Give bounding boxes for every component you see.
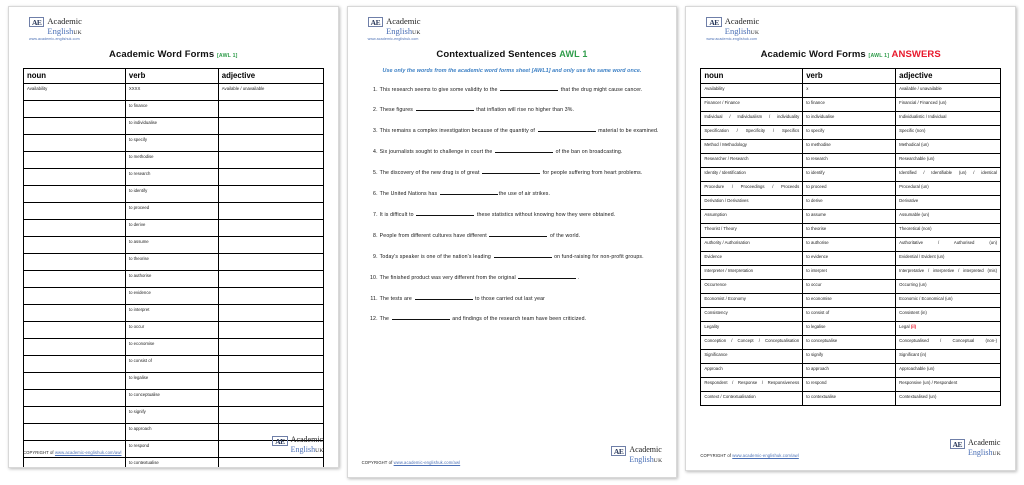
table-cell: Contextualised (un): [896, 391, 1001, 405]
table-cell: to identify: [803, 167, 896, 181]
answer-blank-field[interactable]: [518, 274, 576, 279]
table-cell[interactable]: [218, 202, 323, 219]
brand-academic-text: Academic: [386, 16, 421, 26]
table-cell: Assumption: [701, 209, 803, 223]
table-cell[interactable]: [24, 372, 126, 389]
table-cell: Researcher / Research: [701, 153, 803, 167]
brand-academic-text: Academic: [47, 16, 82, 26]
table-cell[interactable]: to occur: [125, 321, 218, 338]
table-row: [24, 372, 324, 389]
table-cell[interactable]: [24, 457, 126, 468]
table-cell[interactable]: to economise: [125, 338, 218, 355]
table-cell[interactable]: [218, 117, 323, 134]
table-cell[interactable]: to assume: [125, 236, 218, 253]
table-cell[interactable]: [218, 270, 323, 287]
table-cell: Theoretical (non): [896, 223, 1001, 237]
sentence-item: These figures that inflation will rise no higher than 3%.: [379, 107, 575, 114]
table-row: [24, 406, 324, 423]
footer-brand-uk-text: UK: [992, 450, 1002, 457]
sentence-item: This research seems to give some validity to the that the drug might cause cancer.: [379, 86, 643, 93]
table-row: [24, 168, 324, 185]
table-cell[interactable]: to contextualise: [125, 457, 218, 468]
table-row: [24, 287, 324, 304]
table-row: [701, 153, 1001, 167]
sentence-item: People from different cultures have different of the world.: [379, 232, 581, 239]
table-cell[interactable]: [24, 219, 126, 236]
word-forms-table-answers: [700, 68, 1001, 406]
table-row: [701, 209, 1001, 223]
footer-brand-academic-text: Academic: [968, 437, 1001, 447]
table-cell[interactable]: [218, 372, 323, 389]
table-cell: x: [803, 83, 896, 97]
footer-brand-logo: [611, 446, 662, 466]
brand-badge-icon: AE: [368, 17, 383, 27]
brand-uk-text: UK: [73, 29, 82, 36]
table-cell: Procedural (un): [896, 181, 1001, 195]
footer-brand-badge-icon: AE: [611, 446, 626, 456]
table-cell: Identity / Identification: [701, 167, 803, 181]
table-cell: Respondent / Response / Responsiveness: [701, 377, 803, 391]
table-cell: Specific (non): [896, 125, 1001, 139]
table-row: [701, 251, 1001, 265]
table-cell[interactable]: [218, 338, 323, 355]
column-header-adjective: adjective: [896, 68, 1001, 83]
brand-badge-icon: AE: [29, 17, 44, 27]
sentence-item: Today's speaker is one of the nation's leading on fund-raising for non-profit groups.: [379, 253, 644, 260]
table-cell[interactable]: [24, 253, 126, 270]
table-cell[interactable]: [24, 338, 126, 355]
table-cell[interactable]: to theorise: [125, 253, 218, 270]
table-cell[interactable]: to derive: [125, 219, 218, 236]
table-row: [24, 219, 324, 236]
table-cell: Individual / Individualism / individuality: [701, 111, 803, 125]
table-row: [24, 304, 324, 321]
table-row: [24, 83, 324, 100]
table-header-row: [701, 68, 1001, 83]
table-cell[interactable]: to authorise: [125, 270, 218, 287]
table-cell: to conceptualise: [803, 335, 896, 349]
table-cell[interactable]: [218, 219, 323, 236]
page-title-text: Academic Word Forms: [109, 48, 215, 60]
table-cell: Authoritative / Authorised (un): [896, 237, 1001, 251]
table-cell: to consist of: [803, 307, 896, 321]
column-header-noun: noun: [24, 68, 126, 83]
footer-brand-english-text: English: [629, 454, 654, 464]
table-cell: to specify: [803, 125, 896, 139]
word-forms-table-blank: [23, 68, 324, 469]
sentence-item: The discovery of the new drug is of great for people suffering from heart problems.: [379, 170, 643, 177]
brand-academic-text: Academic: [724, 16, 760, 26]
table-cell: Consistent (in): [896, 307, 1001, 321]
answer-blank-field[interactable]: [415, 295, 473, 300]
table-cell: Legal (il): [896, 321, 1001, 335]
copyright-prefix: COPYRIGHT of: [361, 460, 394, 465]
word-forms-body-answers: [701, 83, 1001, 405]
table-cell[interactable]: [218, 151, 323, 168]
footer-brand-english-text: English: [968, 447, 993, 457]
table-cell[interactable]: [24, 270, 126, 287]
copyright-notice: [700, 453, 798, 458]
footer-brand-badge-icon: AE: [950, 439, 965, 449]
page-footer: [362, 446, 663, 466]
table-row: [701, 265, 1001, 279]
table-cell: Context / Contextualisation: [701, 391, 803, 405]
table-cell[interactable]: to evidence: [125, 287, 218, 304]
table-cell: Availability: [701, 83, 803, 97]
brand-url: www.academic-englishuk.com: [706, 36, 758, 41]
table-cell: Occurrence: [701, 279, 803, 293]
page-academic-word-forms-answers: [685, 6, 1016, 471]
table-row: [701, 139, 1001, 153]
page-title: [23, 49, 324, 60]
table-cell: Evidential / Evident (un): [896, 251, 1001, 265]
column-header-verb: verb: [803, 68, 896, 83]
footer-brand-english-text: English: [290, 444, 316, 454]
table-cell: Authority / Authorisation: [701, 237, 803, 251]
table-cell: Interpreter / Interpretation: [701, 265, 803, 279]
table-cell[interactable]: to identify: [125, 185, 218, 202]
table-row: [24, 202, 324, 219]
brand-logo: [706, 17, 759, 41]
brand-english-text: English: [724, 25, 751, 36]
table-cell: Responsive (un) / Respondent: [896, 377, 1001, 391]
table-cell[interactable]: to conceptualise: [125, 389, 218, 406]
page-academic-word-forms-blank: [8, 6, 339, 468]
table-cell: Approach: [701, 363, 803, 377]
table-cell[interactable]: [24, 287, 126, 304]
awl-tag: [AWL 1]: [868, 52, 890, 59]
answer-blank-field[interactable]: [500, 86, 558, 91]
table-cell[interactable]: [24, 117, 126, 134]
table-cell: to economise: [803, 293, 896, 307]
awl-tag: [AWL 1]: [217, 52, 238, 59]
answer-blank-field[interactable]: [440, 190, 498, 195]
table-cell: Interpretative / interpretive / interpreted (mis): [896, 265, 1001, 279]
table-row: [701, 335, 1001, 349]
footer-brand-logo: [950, 439, 1001, 459]
table-cell[interactable]: Available / unavailable: [218, 83, 323, 100]
table-cell: Significant (in): [896, 349, 1001, 363]
table-cell[interactable]: to specify: [125, 134, 218, 151]
table-cell[interactable]: XXXX: [125, 83, 218, 100]
answer-blank-field[interactable]: [495, 148, 553, 153]
table-cell: Occurring (un): [896, 279, 1001, 293]
table-cell[interactable]: [24, 406, 126, 423]
table-cell: Economic / Economical (un): [896, 293, 1001, 307]
sentence-item: The finished product was very different from the original .: [379, 274, 580, 281]
table-cell[interactable]: [218, 457, 323, 468]
table-row: [24, 134, 324, 151]
page-contextualized-sentences: [347, 6, 678, 478]
table-cell[interactable]: [24, 100, 126, 117]
table-cell[interactable]: to methodise: [125, 151, 218, 168]
sentence-item: The and findings of the research team have been criticized.: [379, 316, 587, 323]
table-cell[interactable]: Availability: [24, 83, 126, 100]
table-cell: to proceed: [803, 181, 896, 195]
table-cell: Identified / Identifiable (un) / identical: [896, 167, 1001, 181]
copyright-prefix: COPYRIGHT of: [23, 450, 55, 455]
footer-brand-uk-text: UK: [315, 447, 324, 454]
table-row: [701, 111, 1001, 125]
brand-english-text: English: [47, 25, 74, 36]
table-row: [701, 349, 1001, 363]
table-cell: to derive: [803, 195, 896, 209]
sentence-item: The United Nations has the use of air strikes.: [379, 191, 551, 198]
page-footer: [700, 439, 1001, 459]
table-row: [701, 237, 1001, 251]
table-row: [24, 185, 324, 202]
footer-brand-uk-text: UK: [653, 457, 663, 464]
page-title-text: Contextualized Sentences: [436, 48, 557, 60]
table-cell: to assume: [803, 209, 896, 223]
table-cell[interactable]: to legalise: [125, 372, 218, 389]
column-header-noun: noun: [701, 68, 803, 83]
table-cell: Derivation / Derivatives: [701, 195, 803, 209]
sentence-item: The tests are to those carried out last year: [379, 295, 546, 302]
brand-uk-text: UK: [412, 29, 421, 36]
table-cell: to theorise: [803, 223, 896, 237]
table-cell[interactable]: to proceed: [125, 202, 218, 219]
table-cell: to evidence: [803, 251, 896, 265]
table-row: [701, 293, 1001, 307]
table-cell[interactable]: to interpret: [125, 304, 218, 321]
table-cell: to respond: [803, 377, 896, 391]
table-cell[interactable]: [24, 134, 126, 151]
table-row: [24, 338, 324, 355]
table-cell[interactable]: [218, 406, 323, 423]
footer-brand-badge-icon: AE: [272, 436, 287, 446]
table-cell: to individualise: [803, 111, 896, 125]
table-cell: to contextualise: [803, 391, 896, 405]
table-cell: Individualistic / Individual: [896, 111, 1001, 125]
brand-badge-icon: AE: [706, 17, 721, 27]
table-row: [701, 223, 1001, 237]
table-cell: Available / unavailable: [896, 83, 1001, 97]
answer-blank-field[interactable]: [392, 315, 450, 320]
table-cell[interactable]: to individualise: [125, 117, 218, 134]
footer-brand-academic-text: Academic: [629, 444, 662, 454]
table-cell[interactable]: [218, 134, 323, 151]
table-cell[interactable]: [218, 185, 323, 202]
table-cell[interactable]: [24, 304, 126, 321]
column-header-verb: verb: [125, 68, 218, 83]
table-cell: Specification / Specificity / Specifics: [701, 125, 803, 139]
brand-url: www.academic-englishuk.com: [367, 36, 419, 41]
table-row: [24, 151, 324, 168]
table-cell: to interpret: [803, 265, 896, 279]
table-cell[interactable]: [24, 168, 126, 185]
brand-english-text: English: [386, 25, 413, 36]
table-row: [701, 167, 1001, 181]
table-row: [24, 117, 324, 134]
table-header-row: [24, 68, 324, 83]
answers-label: ANSWERS: [891, 48, 941, 60]
table-cell: Procedure / Proceedings / Proceeds: [701, 181, 803, 195]
table-cell: Derivative: [896, 195, 1001, 209]
table-row: [701, 83, 1001, 97]
table-cell: Significance: [701, 349, 803, 363]
table-row: [701, 377, 1001, 391]
table-row: [24, 355, 324, 372]
copyright-link[interactable]: www.academic-englishuk.com/awl: [54, 450, 122, 455]
copyright-link[interactable]: www.academic-englishuk.com/awl: [732, 453, 799, 458]
table-row: [24, 270, 324, 287]
table-cell: Consistency: [701, 307, 803, 321]
sentence-item: It is difficult to these statistics without knowing how they were obtained.: [379, 211, 616, 218]
footer-brand-logo: [272, 436, 323, 456]
table-cell: to finance: [803, 97, 896, 111]
table-cell[interactable]: to consist of: [125, 355, 218, 372]
brand-url: www.academic-englishuk.com: [29, 36, 80, 41]
table-cell: to methodise: [803, 139, 896, 153]
table-cell[interactable]: [218, 321, 323, 338]
table-cell[interactable]: [24, 185, 126, 202]
column-header-adjective: adjective: [218, 68, 323, 83]
answer-blank-field[interactable]: [538, 127, 596, 132]
table-cell: to occur: [803, 279, 896, 293]
copyright-notice: [362, 460, 460, 465]
table-cell: Evidence: [701, 251, 803, 265]
copyright-link[interactable]: www.academic-englishuk.com/awl: [393, 460, 461, 465]
table-cell[interactable]: to respond: [125, 440, 218, 457]
brand-logo: [368, 17, 421, 41]
table-cell[interactable]: [218, 168, 323, 185]
table-cell: Economist / Economy: [701, 293, 803, 307]
table-cell[interactable]: [24, 389, 126, 406]
table-cell: Legality: [701, 321, 803, 335]
sentence-item: This remains a complex investigation because of the quantity of material to be examined.: [379, 128, 659, 135]
table-cell: Financer / Finance: [701, 97, 803, 111]
footer-brand-academic-text: Academic: [290, 434, 324, 444]
table-cell[interactable]: [218, 253, 323, 270]
table-cell: Conceptualised / Conceptual (non-): [896, 335, 1001, 349]
table-cell[interactable]: [24, 151, 126, 168]
table-cell: Financial / Financed (un): [896, 97, 1001, 111]
page-title-text: Academic Word Forms: [760, 48, 866, 60]
table-cell[interactable]: to signify: [125, 406, 218, 423]
table-cell: to research: [803, 153, 896, 167]
table-cell: Methodical (un): [896, 139, 1001, 153]
red-annotation: (il): [910, 323, 917, 329]
table-row: [24, 253, 324, 270]
brand-uk-text: UK: [750, 29, 760, 36]
sentence-item: Six journalists sought to challenge in court the of the ban on broadcasting.: [379, 149, 623, 156]
table-cell[interactable]: [24, 321, 126, 338]
table-cell: to signify: [803, 349, 896, 363]
awl-tag: AWL 1: [559, 48, 588, 59]
sentences-list: [362, 86, 663, 324]
brand-logo: [29, 17, 82, 41]
table-cell[interactable]: to research: [125, 168, 218, 185]
table-row: [701, 321, 1001, 335]
table-cell[interactable]: [218, 100, 323, 117]
table-cell: Approachable (un): [896, 363, 1001, 377]
table-row: [24, 321, 324, 338]
page-title: [362, 49, 663, 60]
table-cell[interactable]: [218, 389, 323, 406]
table-cell[interactable]: [218, 304, 323, 321]
table-cell: Conception / Concept / Conceptualisation: [701, 335, 803, 349]
table-row: [701, 97, 1001, 111]
table-row: [701, 181, 1001, 195]
copyright-prefix: COPYRIGHT of: [700, 453, 733, 458]
page-title: [700, 49, 1001, 60]
table-row: [701, 195, 1001, 209]
table-row: [701, 125, 1001, 139]
copyright-notice: [23, 450, 121, 455]
page-footer: [23, 436, 324, 456]
table-row: [701, 279, 1001, 293]
table-cell[interactable]: to approach: [125, 423, 218, 440]
word-forms-body-blank: [24, 83, 324, 468]
table-row: [24, 457, 324, 468]
table-cell: Assumable (un): [896, 209, 1001, 223]
table-row: [701, 307, 1001, 321]
table-cell[interactable]: [218, 287, 323, 304]
answer-blank-field[interactable]: [416, 211, 474, 216]
table-row: [24, 389, 324, 406]
table-cell: Researchable (un): [896, 153, 1001, 167]
instructions-text: Use only the words from the academic word forms sheet [AWL1] and only use the same word once.: [382, 67, 642, 74]
table-row: [701, 391, 1001, 405]
answer-blank-field[interactable]: [416, 106, 474, 111]
table-cell[interactable]: [218, 236, 323, 253]
table-row: [24, 100, 324, 117]
table-cell: to authorise: [803, 237, 896, 251]
table-cell[interactable]: to finance: [125, 100, 218, 117]
table-cell[interactable]: [24, 202, 126, 219]
table-cell[interactable]: [218, 355, 323, 372]
table-cell: to legalise: [803, 321, 896, 335]
table-cell: Method / Methodology: [701, 139, 803, 153]
table-cell[interactable]: [24, 236, 126, 253]
table-cell: Theorist / Theory: [701, 223, 803, 237]
table-row: [24, 236, 324, 253]
answer-blank-field[interactable]: [489, 232, 547, 237]
table-cell[interactable]: [24, 355, 126, 372]
answer-blank-field[interactable]: [482, 169, 540, 174]
table-cell: to approach: [803, 363, 896, 377]
answer-blank-field[interactable]: [494, 253, 552, 258]
table-row: [701, 363, 1001, 377]
